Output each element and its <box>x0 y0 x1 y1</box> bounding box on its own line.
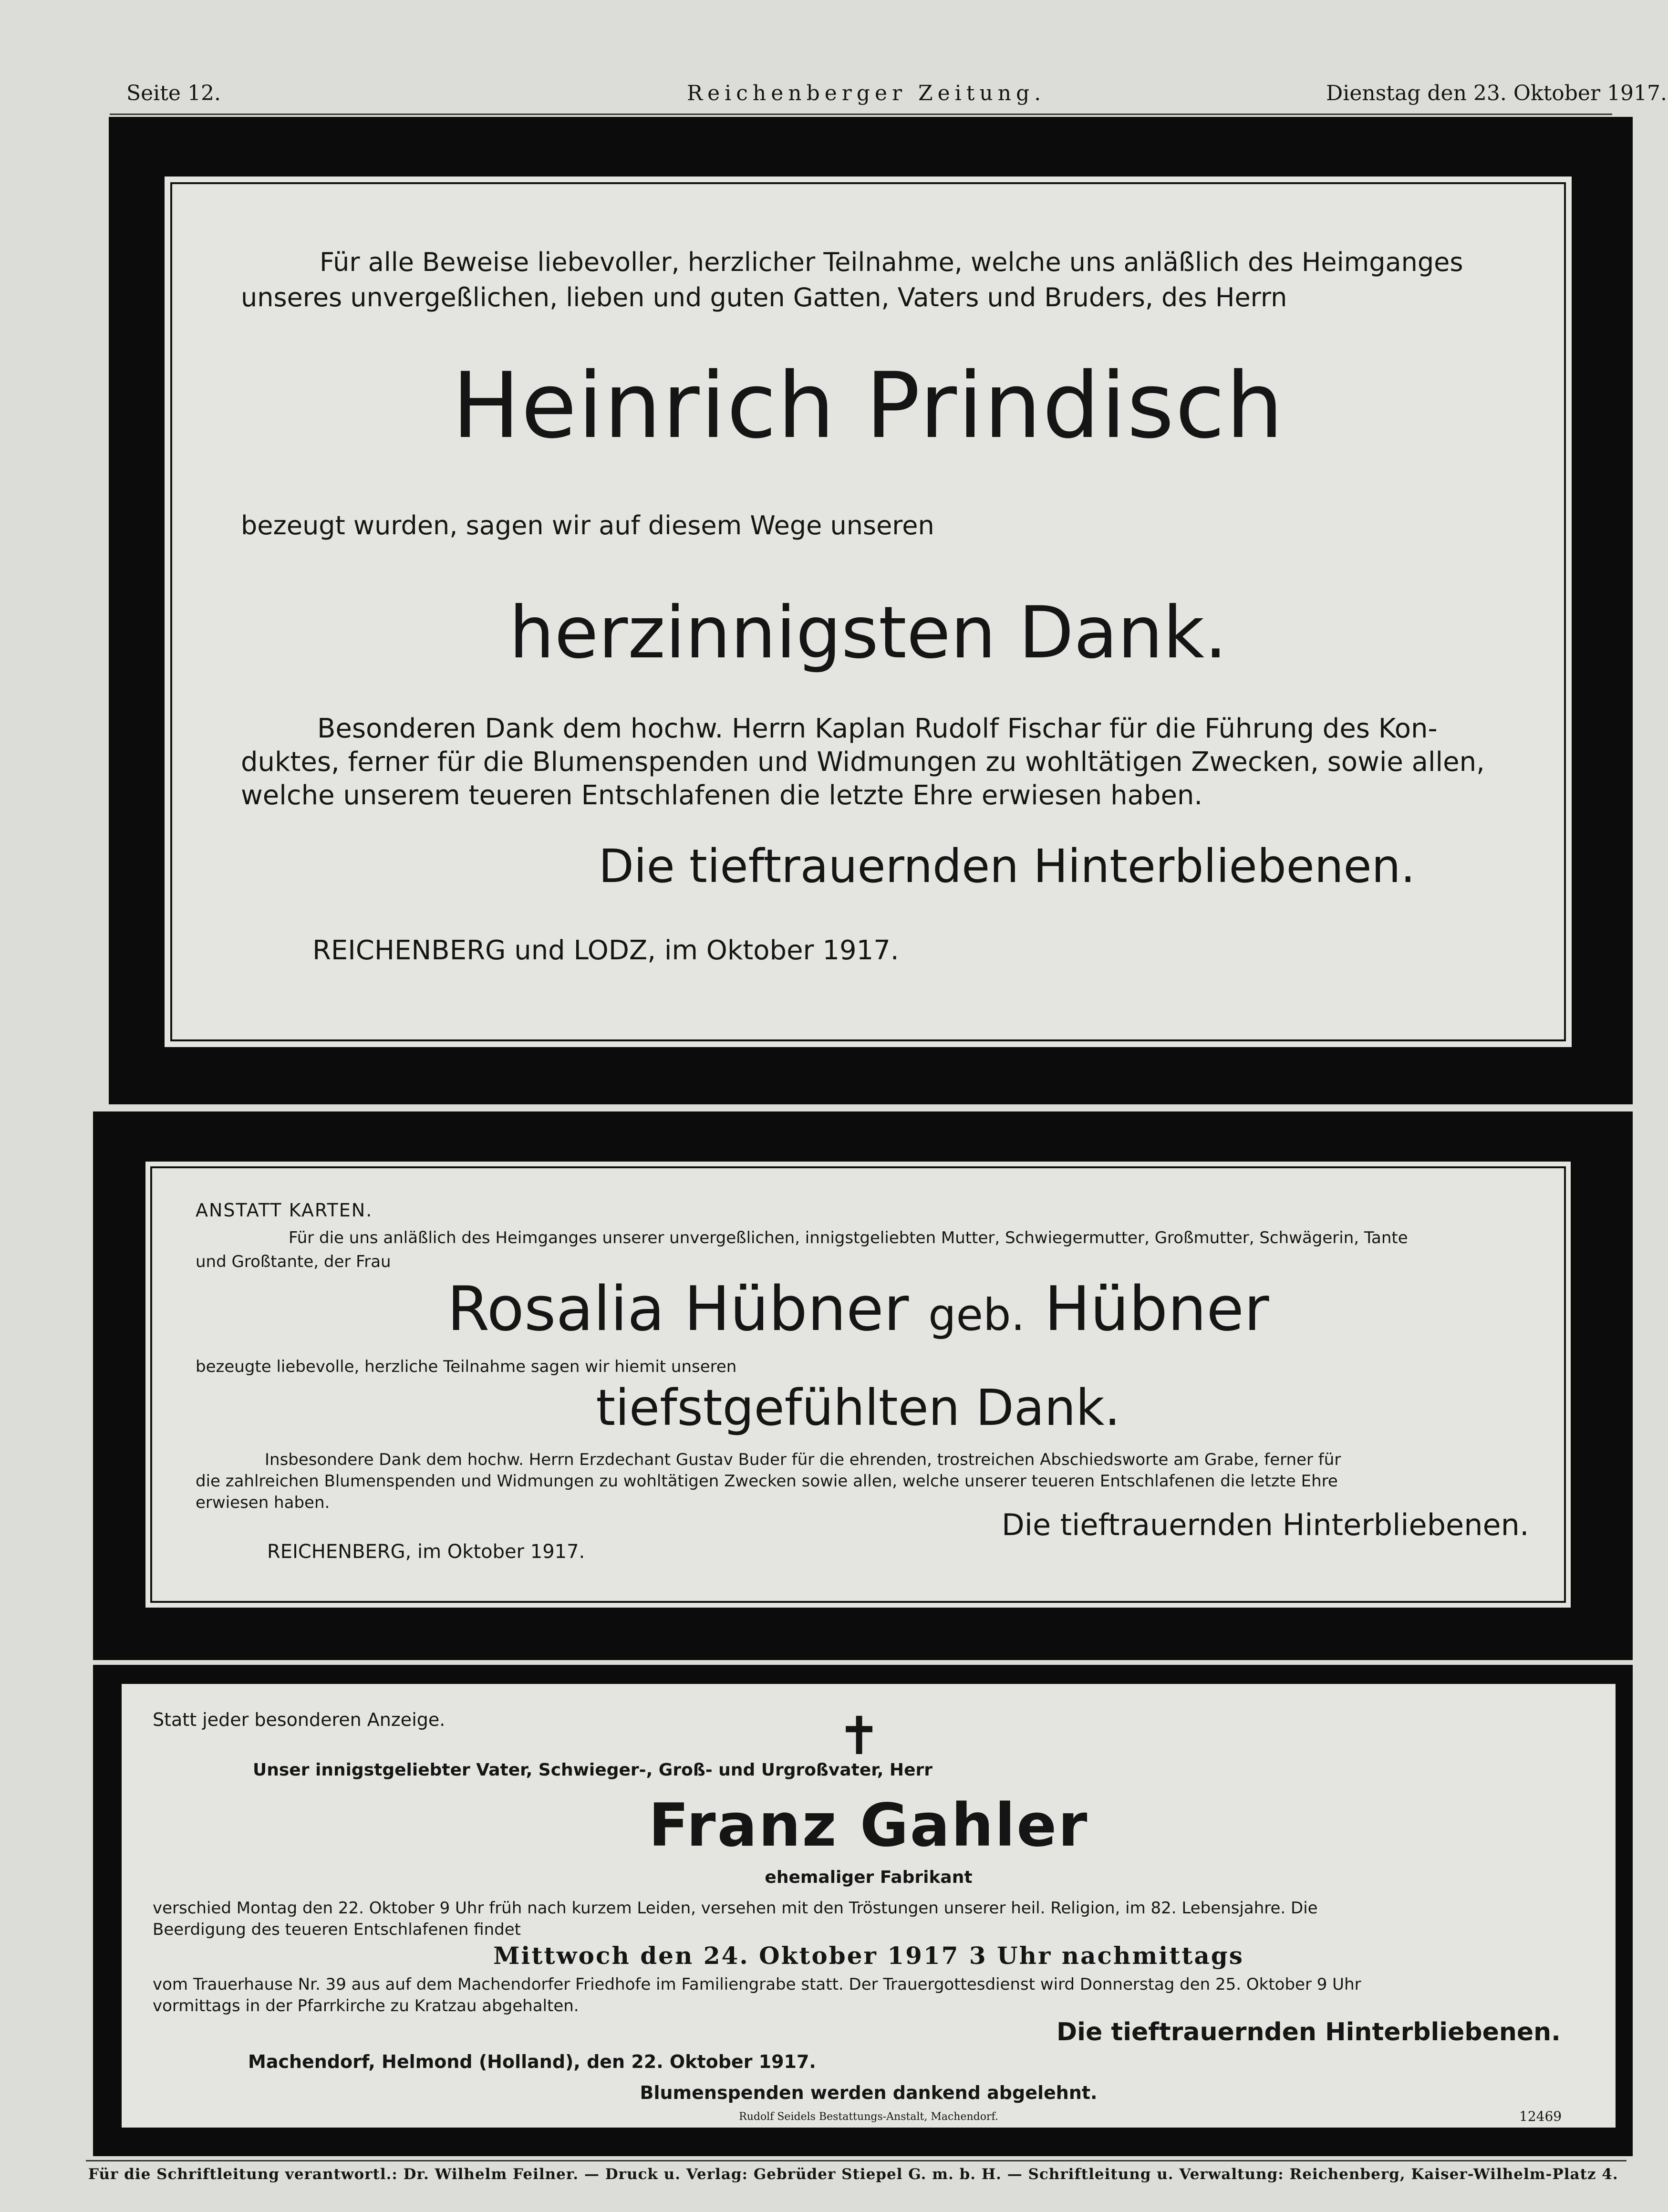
notice-1-special-line1: Besonderen Dank dem hochw. Herrn Kaplan Rudolf Fischar für die Führung des Kon- <box>317 713 1438 744</box>
notice-3-panel <box>122 1684 1616 2128</box>
notice-3-top-left: Statt jeder besonderen Anzeige. <box>153 1709 445 1730</box>
notice-2-intro-line1: Für die uns anläßlich des Heimganges unserer unvergeßlichen, innigstgeliebten Mutter, Schwiegermutter, Großmutter, Schwägerin, Tante <box>289 1228 1408 1247</box>
notice-3-deceased-title: ehemaliger Fabrikant <box>765 1868 973 1887</box>
header-rule <box>110 114 1612 115</box>
notice-2-name-first: Rosalia Hübner <box>447 1274 909 1345</box>
notice-2-special-line3: erwiesen haben. <box>196 1493 330 1512</box>
issue-date: Dienstag den 23. Oktober 1917. <box>1326 81 1667 105</box>
notice-2-thanks: tiefstgefühlten Dank. <box>596 1379 1120 1437</box>
notice-3-body-line3: vom Trauerhause Nr. 39 aus auf dem Machendorfer Friedhofe im Familiengrabe statt. Der Trauergottesdienst wird Donnerstag den 25. Oktober 9 Uhr <box>153 1975 1361 1994</box>
notice-2-special-line1: Insbesondere Dank dem hochw. Herrn Erzdechant Gustav Buder für die ehrenden, trostreichen Abschiedsworte am Grabe, ferner für <box>265 1450 1341 1469</box>
notice-3-deceased-name: Franz Gahler <box>648 1791 1089 1860</box>
notice-1-special-line2: duktes, ferner für die Blumenspenden und Widmungen zu wohltätigen Zwecken, sowie allen, <box>241 747 1485 778</box>
notice-3-body-line4: vormittags in der Pfarrkirche zu Kratzau abgehalten. <box>153 1996 579 2015</box>
notice-3-no-flowers: Blumenspenden werden dankend abgelehnt. <box>640 2082 1098 2103</box>
notice-1-deceased-name: Heinrich Prindisch <box>452 353 1285 458</box>
notice-1-special-line3: welche unserem teueren Entschlafenen die letzte Ehre erwiesen haben. <box>241 780 1203 811</box>
notice-2-heading: ANSTATT KARTEN. <box>196 1200 373 1221</box>
notice-2-name-last: Hübner <box>1044 1274 1269 1345</box>
notice-1-intro-line1: Für alle Beweise liebevoller, herzlicher Teilnahme, welche uns anläßlich des Heimganges <box>320 247 1463 277</box>
notice-3-intro: Unser innigstgeliebter Vater, Schwieger-, Groß- und Urgroßvater, Herr <box>253 1760 932 1780</box>
notice-2-special-line2: die zahlreichen Blumenspenden und Widmungen zu wohltätigen Zwecken sowie allen, welche unserer teueren Entschlafenen die letzte Ehre <box>196 1472 1338 1491</box>
notice-2-place-date: REICHENBERG, im Oktober 1917. <box>267 1541 585 1563</box>
footer-rule <box>86 2160 1627 2161</box>
notice-2-panel <box>145 1162 1571 1608</box>
notice-3-body-line1: verschied Montag den 22. Oktober 9 Uhr früh nach kurzem Leiden, versehen mit den Tröstungen unserer heil. Religion, im 82. Lebensjahre. Die <box>153 1899 1318 1918</box>
notice-3-body-line2: Beerdigung des teueren Entschlafenen findet <box>153 1920 521 1939</box>
notice-3-undertaker: Rudolf Seidels Bestattungs-Anstalt, Machendorf. <box>739 2111 998 2123</box>
notice-2-line-after-name: bezeugte liebevolle, herzliche Teilnahme sagen wir hiemit unseren <box>196 1357 737 1376</box>
notice-1-panel <box>165 177 1572 1047</box>
notice-2-name-geb: geb. <box>928 1289 1025 1340</box>
notice-3-funeral-date: Mittwoch den 24. Oktober 1917 3 Uhr nachmittags <box>493 1942 1244 1970</box>
footer-imprint: Für die Schriftleitung verantwortl.: Dr. Wilhelm Feilner. — Druck u. Verlag: Gebrüder Stiepel G. m. b. H. — Schriftleitung u. Verwaltung: Reichenberg, Kaiser-Wilhelm-Platz 4. <box>88 2166 1618 2183</box>
notice-2-signature: Die tieftrauernden Hinterbliebenen. <box>1002 1507 1529 1542</box>
newspaper-title: Reichenberger Zeitung. <box>687 81 1046 105</box>
cross-icon: ✝ <box>837 1705 881 1766</box>
notice-3-place-date: Machendorf, Helmond (Holland), den 22. Oktober 1917. <box>248 2051 816 2072</box>
notice-2-deceased-name <box>145 1274 1571 1345</box>
notice-3-number: 12469 <box>1519 2108 1562 2124</box>
notice-1-thanks: herzinnigsten Dank. <box>509 592 1227 675</box>
notice-1-intro-line2: unseres unvergeßlichen, lieben und guten Gatten, Vaters und Bruders, des Herrn <box>241 282 1287 312</box>
notice-1-place-date: REICHENBERG und LODZ, im Oktober 1917. <box>312 935 899 966</box>
notice-1-line-after-name: bezeugt wurden, sagen wir auf diesem Wege unseren <box>241 510 934 540</box>
notice-2-intro-line2: und Großtante, der Frau <box>196 1252 391 1271</box>
notice-3-signature: Die tieftrauernden Hinterbliebenen. <box>1057 2018 1561 2046</box>
notice-1-signature: Die tieftrauernden Hinterbliebenen. <box>599 840 1415 893</box>
page-number: Seite 12. <box>126 81 221 105</box>
